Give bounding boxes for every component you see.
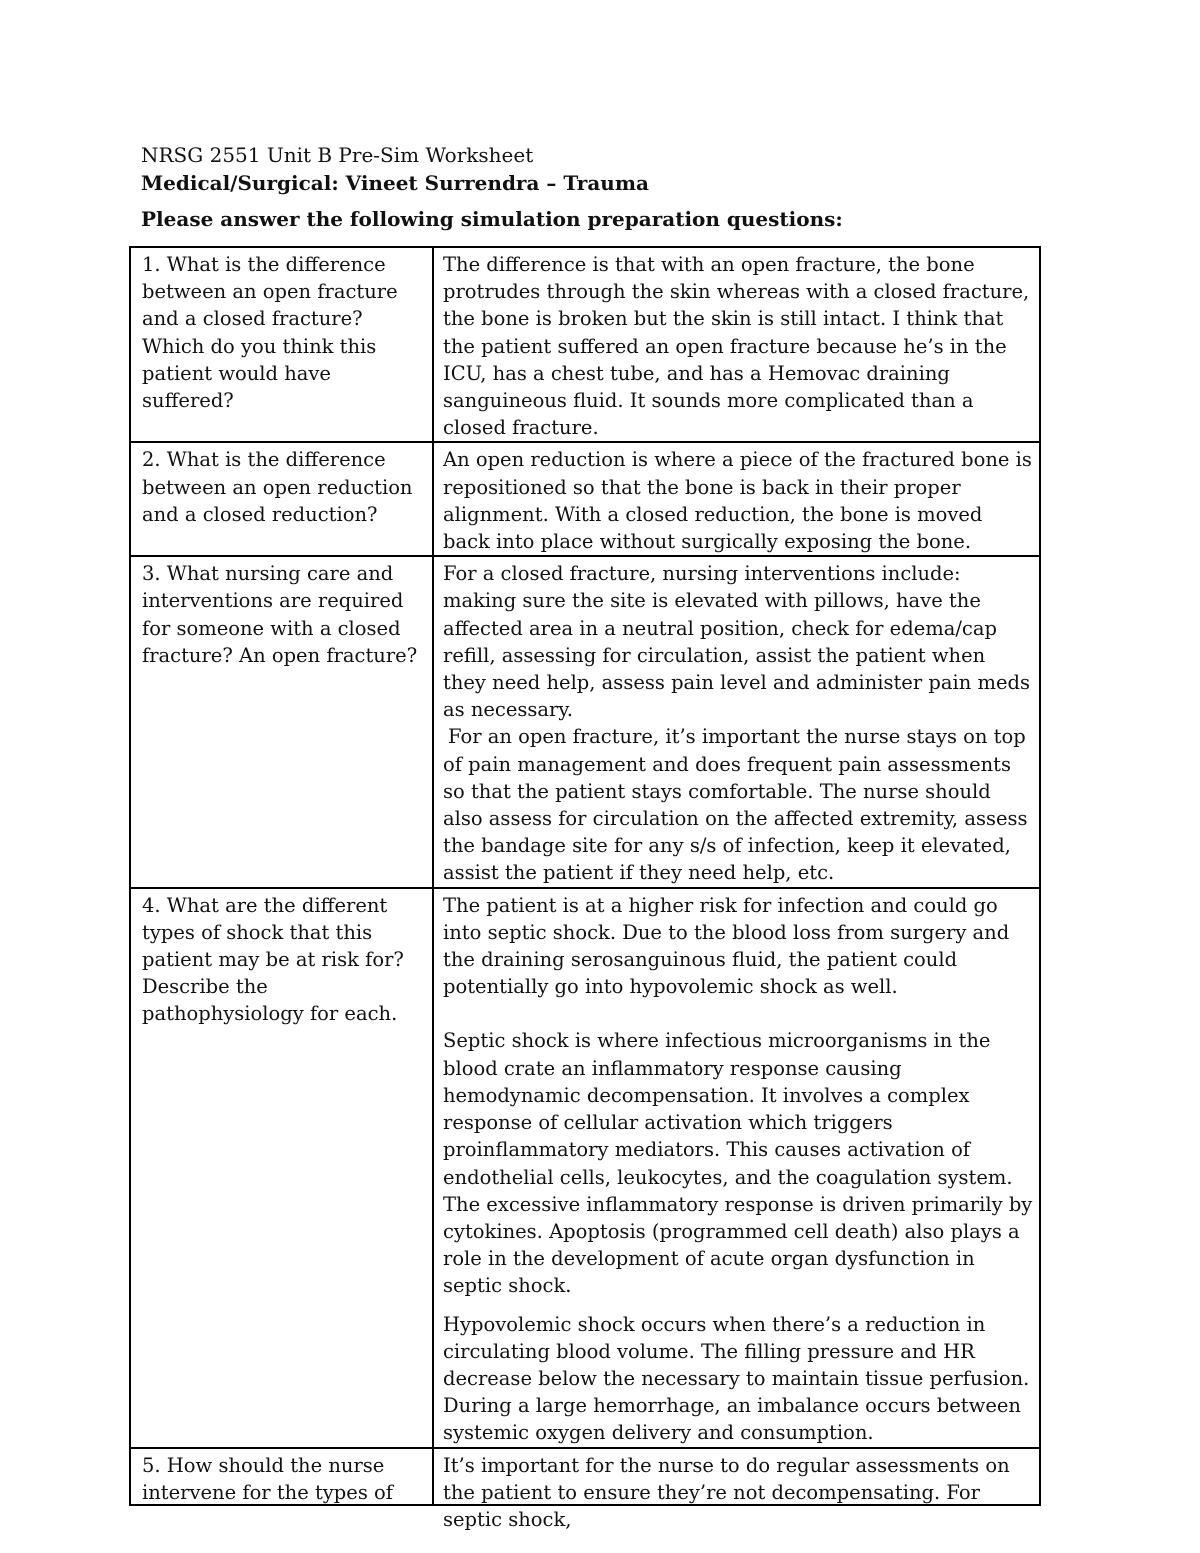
question-cell: [130, 888, 433, 1448]
question-text: 5. How should the nurse intervene for the types of: [142, 1453, 393, 1504]
answer-paragraph: The difference is that with an open fracture, the bone protrudes through the skin whereas with a closed fracture, the bone is broken but the skin is still intact. I think that the patient suffered an open fracture because he’s in the ICU, has a chest tube, and has a Hemovac draining sanguineous fluid. It sounds more complicated than a closed fracture.: [443, 253, 1030, 440]
answer-cell: [433, 1448, 1040, 1531]
answer-cell: [433, 556, 1040, 887]
table-row: [130, 556, 1040, 887]
table-row: [130, 1448, 1040, 1505]
answer-paragraph: It’s important for the nurse to do regular assessments on the patient to ensure they’re not decompensating. For septic shock,: [443, 1453, 1010, 1531]
answer-paragraph: For an open fracture, it’s important the nurse stays on top of pain management and does frequent pain assessments so that the patient stays comfortable. The nurse should also assess for circulation on the affected extremity, assess the bandage site for any s/s of infection, keep it elevated, assist the patient if they need help, etc.: [443, 725, 1028, 885]
answer-paragraph: For a closed fracture, nursing interventions include: making sure the site is elevated with pillows, have the affected area in a neutral position, check for edema/cap refill, assessing for circulation, assist the patient when they need help, assess pain level and administer pain meds as necessary.: [443, 562, 1030, 722]
question-text: 2. What is the difference between an open reduction and a closed reduction?: [142, 448, 413, 526]
answer-cell: [433, 247, 1040, 442]
table-row: [130, 888, 1040, 1448]
worksheet-table: [129, 246, 1041, 1531]
answer-cell: [433, 888, 1040, 1448]
document-subtitle: Medical/Surgical: Vineet Surrendra – Trauma: [141, 171, 649, 195]
question-cell: [130, 247, 433, 442]
answer-paragraph: Hypovolemic shock occurs when there’s a reduction in circulating blood volume. The filling pressure and HR decrease below the necessary to maintain tissue perfusion. During a large hemorrhage, an imbalance occurs between systemic oxygen delivery and consumption.: [443, 1312, 1030, 1445]
answer-cell: [433, 442, 1040, 556]
question-text: 1. What is the difference between an open fracture and a closed fracture? Which do you think this patient would have suffered?: [142, 253, 398, 413]
table-row: [130, 442, 1040, 556]
question-cell: [130, 556, 433, 887]
document-instructions: Please answer the following simulation preparation questions:: [141, 207, 843, 231]
answer-paragraph: The patient is at a higher risk for infection and could go into septic shock. Due to the blood loss from surgery and the draining serosanguinous fluid, the patient could potentially go into hypovolemic shock as well.: [443, 893, 1010, 999]
table-row: [130, 247, 1040, 442]
question-text: 4. What are the different types of shock that this patient may be at risk for? Describe the pathophysiology for each.: [142, 893, 404, 1026]
answer-paragraph: Septic shock is where infectious microorganisms in the blood crate an inflammatory response causing hemodynamic decompensation. It involves a complex response of cellular activation which triggers proinflammatory mediators. This causes activation of endothelial cells, leukocytes, and the coagulation system. The excessive inflammatory response is driven primarily by cytokines. Apoptosis (programmed cell death) also plays a role in the development of acute organ dysfunction in septic shock.: [443, 1029, 1033, 1298]
question-text: 3. What nursing care and interventions are required for someone with a closed fracture? An open fracture?: [142, 562, 418, 667]
document-title: NRSG 2551 Unit B Pre-Sim Worksheet: [141, 143, 534, 167]
question-cell: [130, 1448, 433, 1505]
answer-paragraph: An open reduction is where a piece of the fractured bone is repositioned so that the bone is back in their proper alignment. With a closed reduction, the bone is moved back into place without surgically exposing the bone.: [443, 448, 1032, 554]
question-cell: [130, 442, 433, 556]
